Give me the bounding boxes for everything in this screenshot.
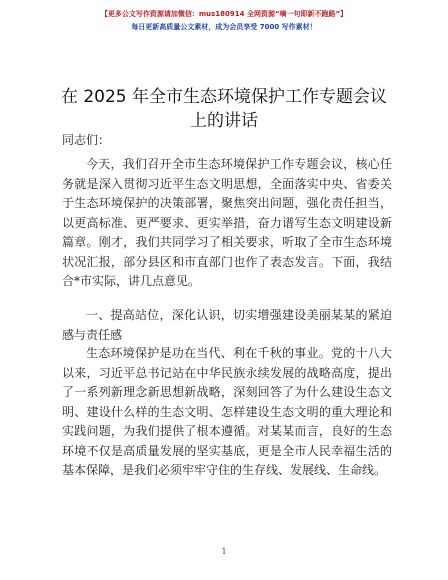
greeting: 同志们： (62, 133, 111, 147)
promo-banner-line-2: 每日更新高质量公文素材，成为会员享受 7000 写作素材！ (131, 23, 317, 31)
document-title: 在 2025 年全市生态环境保护工作专题会议上的讲话 (60, 87, 388, 131)
paragraph-intro: 今天，我们召开全市生态环境保护工作专题会议，核心任务就是深入贯彻习近平生态文明思想，全面落实中央、省委关于生态环境保护的决策部署，聚焦突出问题，强化责任担当，以更高标准、更严要求、更实举措，奋力谱写生态文明建设新篇章。刚才，我们共同学习了相关要求，听取了全市生态环境状况汇报，部分县区和市直部门也作了表态发言。下面，我结合*市实际，讲几点意见。 (62, 157, 392, 288)
promo-banner-line-1: 【更多公文写作资源请加微信：mus180914 全网资源“嘀一句即新不跑路”】 (100, 10, 348, 18)
page-number: 1 (221, 547, 227, 556)
paragraph-section-1: 生态环境保护是功在当代、利在千秋的事业。党的十八大以来，习近平总书记站在中华民族永续发展的战略高度，提出了一系列新理念新思想新战略，深刻回答了为什么建设生态文明、建设什么样的生态文明、怎样建设生态文明的重大理论和实践问题，为我们提供了根本遵循。对某某而言，良好的生态环境不仅是高质量发展的坚实基底，更是全市人民幸福生活的基本保障，是我们必须牢牢守住的生存线、发展线、生命线。 (62, 346, 392, 477)
section-heading-1: 一、提高站位，深化认识，切实增强建设美丽某某的紧迫感与责任感 (62, 308, 392, 342)
